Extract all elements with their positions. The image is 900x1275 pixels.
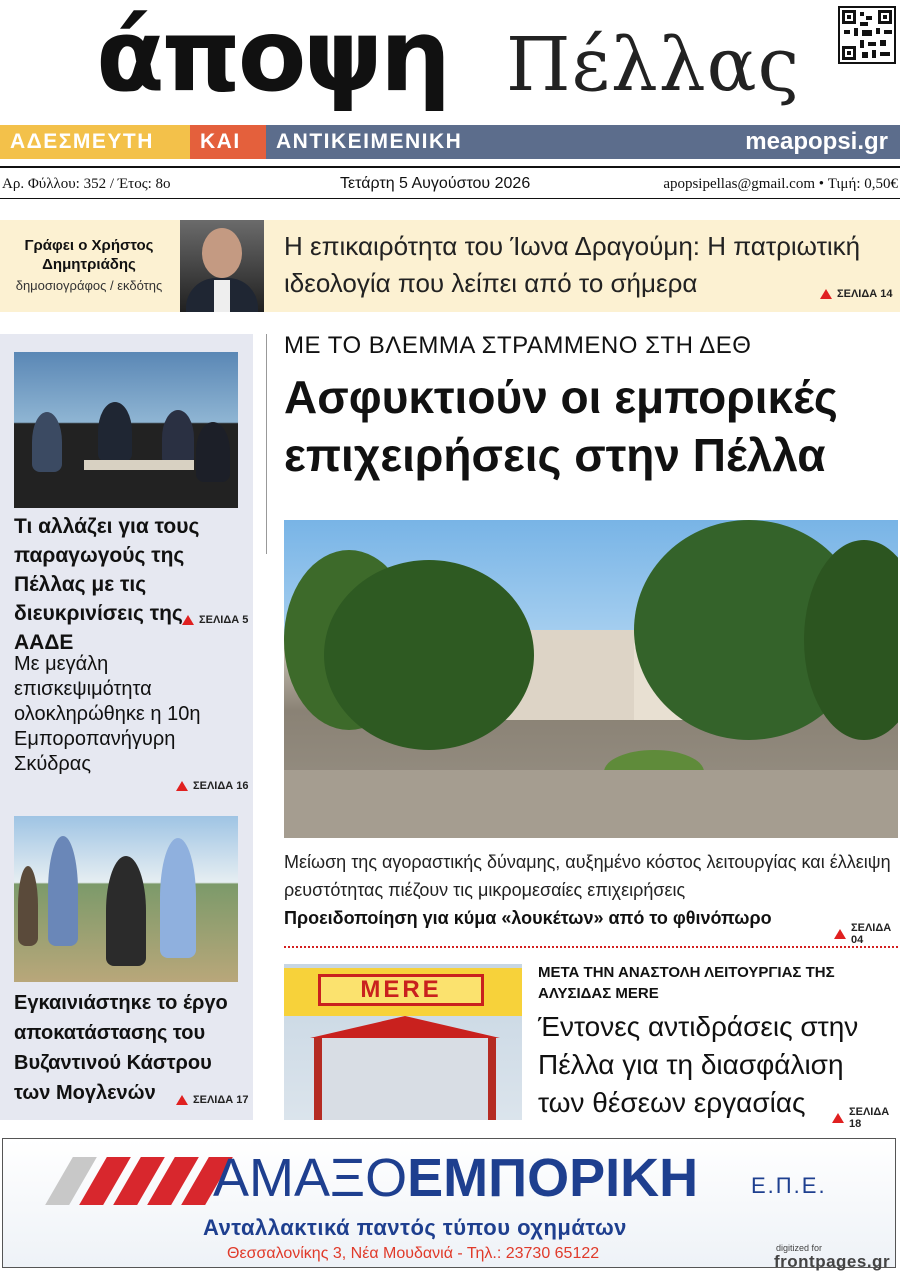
page-ref-label: ΣΕΛΙΔΑ 5 [199,614,249,626]
dotted-divider [284,946,898,948]
watermark-big: frontpages.gr [774,1252,891,1271]
masthead-title-bold: άποψη [96,0,449,114]
triangle-icon [832,1113,844,1123]
columnist-headline[interactable]: Η επικαιρότητα του Ίωνα Δραγούμη: Η πατριωτική ιδεολογία που λείπει από το σήμερα [284,231,861,298]
contact-and-price: apopsipellas@gmail.com • Τιμή: 0,50€ [663,176,898,192]
ad-brand-light: ΑΜΑΞΟ [213,1148,408,1208]
page-ref-label: ΣΕΛΙΔΑ 14 [837,288,893,300]
main-kicker: ΜΕ ΤΟ ΒΛΕΜΜΑ ΣΤΡΑΜΜΕΝΟ ΣΤΗ ΔΕΘ [284,332,752,359]
meeting-photo [14,352,238,508]
page-ref-label: ΣΕΛΙΔΑ 17 [193,1094,249,1106]
mere-store-photo [284,964,522,1120]
main-page-ref [834,922,900,946]
columnist-role: δημοσιογράφος / εκδότης [15,278,163,293]
ad-tagline: Ανταλλακτικά παντός τύπου οχημάτων [203,1215,627,1240]
columnist-byline [0,220,178,312]
issue-date: Τετάρτη 5 Αυγούστου 2026 [340,175,531,192]
brand-stripes-icon [49,1157,211,1205]
masthead [96,2,836,118]
story-aade-headline[interactable]: Τι αλλάζει για τους παραγωγούς της Πέλλας με τις διευκρινίσεις της ΑΑΔΕ [14,515,200,654]
story-aade-page-ref [182,614,248,626]
mere-store-sign: MERE [318,974,484,1006]
triangle-icon [176,781,188,791]
story-castle-headline[interactable]: Εγκαινιάστηκε το έργο αποκατάστασης του Βυζαντινού Κάστρου των Μογλενών [14,992,228,1104]
masthead-title-light: Πέλλας [506,22,801,108]
story-skydra-page-ref [176,780,248,792]
issue-info-bar [0,166,900,199]
slogan-word-3: ΑΝΤΙΚΕΙΜΕΝΙΚΗ [276,130,463,153]
page-ref-label: ΣΕΛΙΔΑ 18 [849,1106,890,1130]
story-skydra-headline[interactable]: Με μεγάλη επισκεψιμότητα ολοκληρώθηκε η 10η Εμποροπανήγυρη Σκύδρας [14,653,201,775]
advertisement[interactable] [2,1138,896,1268]
issue-number: Αρ. Φύλλου: 352 / Έτος: 8ο [2,176,171,192]
slogan-word-1: ΑΔΕΣΜΕΥΤΗ [0,125,190,159]
slogan-word-2: ΚΑΙ [190,125,266,159]
mere-kicker: ΜΕΤΑ ΤΗΝ ΑΝΑΣΤΟΛΗ ΛΕΙΤΟΥΡΓΙΑΣ ΤΗΣ ΑΛΥΣΙΔΑΣ MERE [538,964,835,1002]
left-column [0,334,253,1120]
slogan-right [266,125,900,159]
castle-event-photo [14,816,238,982]
main-headline[interactable]: Ασφυκτιούν οι εμπορικές επιχειρήσεις στην Πέλλα [284,371,838,481]
column-divider [266,334,267,554]
qr-code[interactable] [838,6,896,64]
triangle-icon [820,289,832,299]
triangle-icon [182,615,194,625]
columnist-page-ref [820,288,892,300]
ad-brand-name [213,1147,698,1209]
ad-address: Θεσσαλονίκης 3, Νέα Μουδανιά - Τηλ.: 23730 65122 [227,1245,600,1262]
page-ref-label: ΣΕΛΙΔΑ 04 [851,922,892,946]
main-subheadline: Μείωση της αγοραστικής δύναμης, αυξημένο κόστος λειτουργίας και έλλειψη ρευστότητας πιέζουν τις μικρομεσαίες επιχειρήσεις [284,852,891,900]
columnist-byline-line1: Γράφει ο Χρήστος [24,237,154,254]
columnist-photo [180,220,264,312]
page-ref-label: ΣΕΛΙΔΑ 16 [193,780,249,792]
main-photo-square [284,520,898,838]
mere-page-ref [832,1106,900,1130]
watermark-small: digitized for [776,1243,823,1253]
triangle-icon [176,1095,188,1105]
mere-headline[interactable]: Έντονες αντιδράσεις στην Πέλλα για τη διασφάλιση των θέσεων εργασίας [538,1011,859,1118]
columnist-box[interactable] [0,220,900,312]
triangle-icon [834,929,846,939]
slogan-bar [0,125,900,159]
main-lead: Προειδοποίηση για κύμα «λουκέτων» από το φθινόπωρο [284,908,772,928]
ad-brand-bold: ΕΜΠΟΡΙΚΗ [407,1148,699,1208]
story-castle-page-ref [176,1094,248,1106]
ad-company-suffix: Ε.Π.Ε. [751,1173,827,1198]
columnist-byline-line2: Δημητριάδης [42,256,136,273]
website-link[interactable]: meapopsi.gr [745,128,888,155]
